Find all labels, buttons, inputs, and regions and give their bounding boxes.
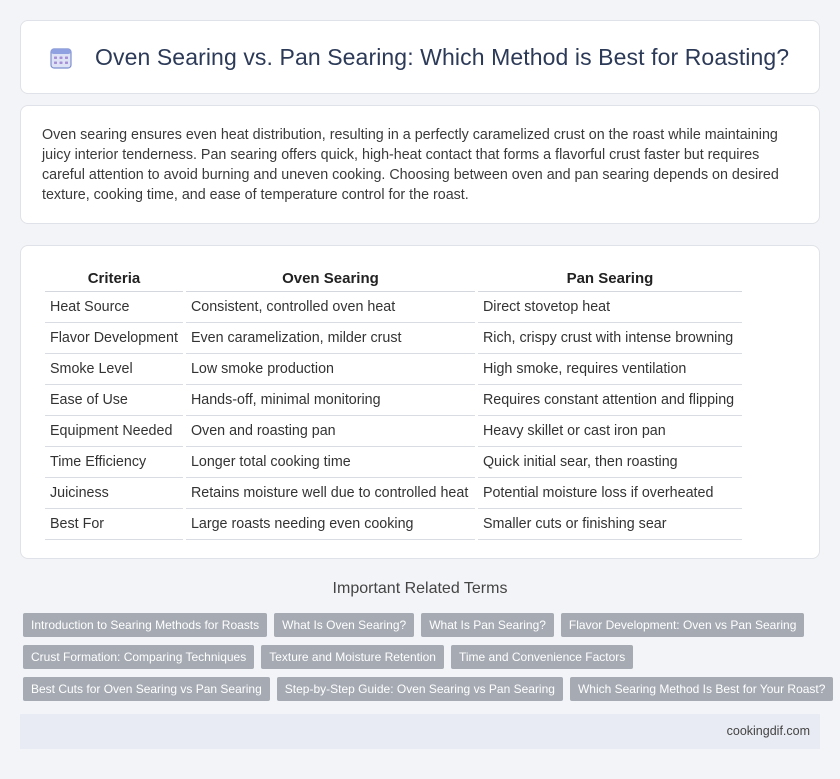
table-row <box>45 416 742 447</box>
table-cell: Smoke Level <box>45 354 183 385</box>
footer-site-link[interactable]: cookingdif.com <box>726 724 810 738</box>
table-cell: Retains moisture well due to controlled heat <box>186 478 475 509</box>
table-cell: Ease of Use <box>45 385 183 416</box>
related-term-tag[interactable]: Step-by-Step Guide: Oven Searing vs Pan Searing <box>277 677 563 701</box>
column-header-pan-searing: Pan Searing <box>478 264 742 292</box>
footer <box>20 714 820 749</box>
table-cell: Smaller cuts or finishing sear <box>478 509 742 540</box>
table-cell: Hands-off, minimal monitoring <box>186 385 475 416</box>
table-cell: Heavy skillet or cast iron pan <box>478 416 742 447</box>
intro-card <box>20 105 820 224</box>
table-cell: High smoke, requires ventilation <box>478 354 742 385</box>
related-term-tag[interactable]: Introduction to Searing Methods for Roasts <box>23 613 267 637</box>
table-row <box>45 447 742 478</box>
table-cell: Best For <box>45 509 183 540</box>
table-cell: Heat Source <box>45 292 183 323</box>
related-term-tag[interactable]: Best Cuts for Oven Searing vs Pan Searing <box>23 677 270 701</box>
table-cell: Direct stovetop heat <box>478 292 742 323</box>
intro-paragraph: Oven searing ensures even heat distribution, resulting in a perfectly caramelized crust on the roast while maintaining juicy interior tenderness. Pan searing offers quick, high-heat contact that forms a flavorful crust faster but requires careful attention to avoid burning and uneven cooking. Choosing between oven and pan searing depends on desired texture, cooking time, and ease of temperature control for the roast. <box>42 127 779 203</box>
column-header-oven-searing: Oven Searing <box>186 264 475 292</box>
table-cell: Quick initial sear, then roasting <box>478 447 742 478</box>
related-terms-heading: Important Related Terms <box>332 580 508 597</box>
table-cell: Potential moisture loss if overheated <box>478 478 742 509</box>
calendar-icon <box>49 46 73 70</box>
table-cell: Low smoke production <box>186 354 475 385</box>
table-row <box>45 509 742 540</box>
related-term-tag[interactable]: Flavor Development: Oven vs Pan Searing <box>561 613 804 637</box>
table-cell: Even caramelization, milder crust <box>186 323 475 354</box>
related-terms-row <box>23 645 633 669</box>
table-cell: Flavor Development <box>45 323 183 354</box>
title-card <box>20 20 820 94</box>
comparison-card <box>20 245 820 559</box>
table-row <box>45 323 742 354</box>
table-header-row <box>45 264 742 292</box>
table-cell: Oven and roasting pan <box>186 416 475 447</box>
table-cell: Time Efficiency <box>45 447 183 478</box>
related-term-tag[interactable]: Time and Convenience Factors <box>451 645 633 669</box>
table-row <box>45 354 742 385</box>
table-cell: Rich, crispy crust with intense browning <box>478 323 742 354</box>
table-cell: Juiciness <box>45 478 183 509</box>
table-row <box>45 292 742 323</box>
related-term-tag[interactable]: What Is Pan Searing? <box>421 613 554 637</box>
table-row <box>45 478 742 509</box>
related-term-tag[interactable]: Crust Formation: Comparing Techniques <box>23 645 254 669</box>
page-title: Oven Searing vs. Pan Searing: Which Method is Best for Roasting? <box>95 44 790 70</box>
table-cell: Longer total cooking time <box>186 447 475 478</box>
related-terms-row <box>23 613 804 637</box>
table-cell: Requires constant attention and flipping <box>478 385 742 416</box>
comparison-table <box>42 264 745 540</box>
table-cell: Large roasts needing even cooking <box>186 509 475 540</box>
related-term-tag[interactable]: What Is Oven Searing? <box>274 613 414 637</box>
related-terms-row <box>23 677 833 701</box>
table-row <box>45 385 742 416</box>
table-cell: Consistent, controlled oven heat <box>186 292 475 323</box>
related-term-tag[interactable]: Which Searing Method Is Best for Your Roast? <box>570 677 833 701</box>
related-term-tag[interactable]: Texture and Moisture Retention <box>261 645 444 669</box>
table-cell: Equipment Needed <box>45 416 183 447</box>
column-header-criteria: Criteria <box>45 264 183 292</box>
